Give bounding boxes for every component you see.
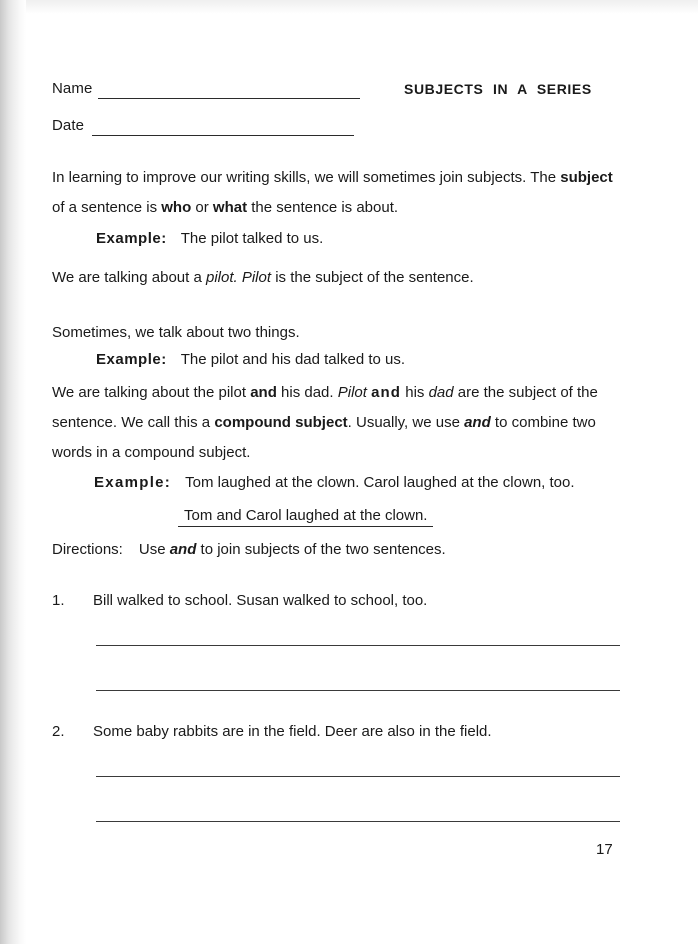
cs-italic-pilot: Pilot bbox=[337, 384, 367, 401]
date-write-line[interactable] bbox=[92, 135, 354, 136]
cs-bold-and-2: and bbox=[371, 384, 402, 401]
example-1 bbox=[96, 227, 323, 251]
date-label: Date bbox=[52, 117, 85, 134]
cs-bolditalic-and: and bbox=[464, 414, 491, 431]
cs-text-4: are the subject of the sentence. We call this a bbox=[52, 384, 598, 431]
example-3-answer: Tom and Carol laughed at the clown. bbox=[178, 507, 433, 527]
exercise-1-answer-line-1[interactable] bbox=[96, 645, 620, 646]
intro-text-2: of a sentence is bbox=[52, 199, 162, 216]
pilot-italic-1: pilot. bbox=[205, 269, 238, 286]
directions-text-1: Use bbox=[138, 541, 170, 558]
intro-text-1: In learning to improve our writing skills, we will sometimes join subjects. The bbox=[52, 169, 561, 186]
exercise-2-number: 2. bbox=[52, 723, 65, 740]
pilot-explanation-paragraph bbox=[52, 263, 624, 293]
intro-bold-subject: subject bbox=[560, 169, 613, 186]
two-things-paragraph: Sometimes, we talk about two things. bbox=[52, 324, 300, 341]
page-title: SUBJECTS IN A SERIES bbox=[404, 81, 592, 97]
cs-bold-compound-subject: compound subject bbox=[214, 414, 348, 431]
example-1-text: The pilot talked to us. bbox=[180, 230, 324, 247]
cs-bold-and-1: and bbox=[250, 384, 277, 401]
cs-text-6: to combine two words in a compound subject. bbox=[52, 414, 596, 461]
name-write-line[interactable] bbox=[98, 98, 360, 99]
pilot-italic-2: Pilot bbox=[241, 269, 272, 286]
intro-bold-who: who bbox=[161, 199, 192, 216]
exercise-2-answer-line-1[interactable] bbox=[96, 776, 620, 777]
example-2 bbox=[96, 348, 405, 372]
compound-subject-paragraph bbox=[52, 378, 624, 468]
example-2-label: Example: bbox=[96, 351, 167, 368]
name-label: Name bbox=[52, 80, 93, 97]
intro-paragraph bbox=[52, 163, 624, 223]
exercise-2-prompt: Some baby rabbits are in the field. Deer are also in the field. bbox=[93, 723, 492, 740]
page-number: 17 bbox=[596, 841, 613, 858]
intro-text-3: or bbox=[191, 199, 213, 216]
exercise-1-number: 1. bbox=[52, 592, 65, 609]
cs-italic-dad: dad bbox=[428, 384, 454, 401]
pilot-text-1: We are talking about a bbox=[52, 269, 206, 286]
pilot-text-2: is the subject of the sentence. bbox=[271, 269, 474, 286]
cs-text-5: . Usually, we use bbox=[347, 414, 465, 431]
intro-text-4: the sentence is about. bbox=[247, 199, 399, 216]
example-2-text: The pilot and his dad talked to us. bbox=[180, 351, 406, 368]
intro-bold-what: what bbox=[212, 199, 248, 216]
exercise-2-answer-line-2[interactable] bbox=[96, 821, 620, 822]
directions-text-2: to join subjects of the two sentences. bbox=[196, 541, 446, 558]
cs-text-1: We are talking about the pilot bbox=[52, 384, 251, 401]
cs-text-3: his bbox=[401, 384, 429, 401]
directions bbox=[52, 541, 446, 558]
directions-label: Directions: bbox=[52, 541, 123, 558]
example-3-label: Example: bbox=[94, 474, 172, 491]
cs-text-2: his dad. bbox=[276, 384, 338, 401]
example-3 bbox=[94, 471, 575, 495]
exercise-1-answer-line-2[interactable] bbox=[96, 690, 620, 691]
directions-bolditalic-and: and bbox=[169, 541, 197, 558]
example-1-label: Example: bbox=[96, 230, 167, 247]
example-3-text: Tom laughed at the clown. Carol laughed at the clown, too. bbox=[185, 474, 575, 491]
exercise-1-prompt: Bill walked to school. Susan walked to school, too. bbox=[93, 592, 428, 609]
